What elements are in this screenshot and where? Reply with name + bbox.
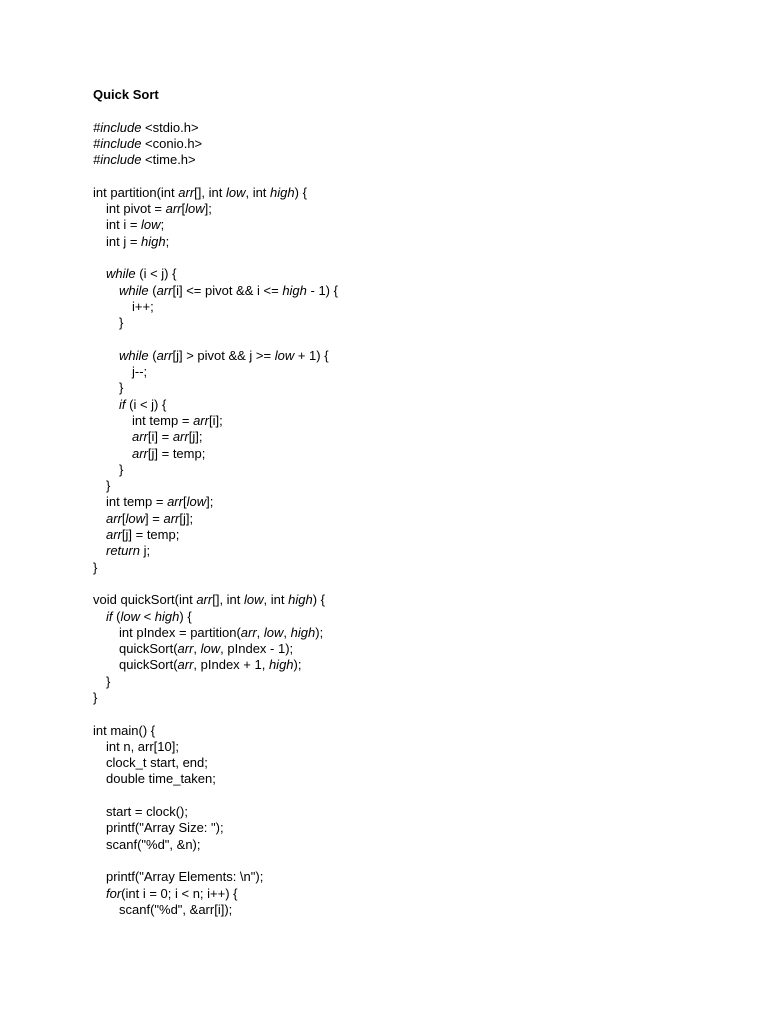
code-token: arr — [167, 494, 183, 510]
code-token: [ — [182, 494, 187, 510]
code-token: int j = — [106, 233, 142, 249]
code-block — [93, 103, 768, 918]
code-token: , — [256, 624, 264, 640]
code-line — [93, 103, 768, 119]
code-token: while — [119, 347, 149, 363]
code-token: [i] <= pivot && i <= — [172, 282, 283, 298]
code-line — [93, 886, 768, 902]
code-token: } — [106, 478, 111, 494]
code-token: ( — [148, 347, 157, 363]
code-line — [93, 609, 768, 625]
code-line — [93, 380, 768, 396]
code-token: low — [274, 347, 295, 363]
code-token: <conio.h> — [141, 135, 203, 151]
code-token: arr — [178, 184, 195, 200]
code-line — [93, 511, 768, 527]
code-token: int main() { — [93, 722, 156, 738]
code-line — [93, 136, 768, 152]
code-token: <stdio.h> — [141, 119, 199, 135]
code-token: low — [185, 201, 205, 217]
code-token: quickSort( — [119, 641, 178, 657]
code-line — [93, 723, 768, 739]
code-token: (i < j) { — [135, 266, 177, 282]
code-token: [j]; — [188, 429, 203, 445]
code-token: int pIndex = partition( — [119, 624, 241, 640]
code-token: , — [283, 624, 291, 640]
code-line — [93, 739, 768, 755]
code-token: , pIndex - 1); — [220, 641, 294, 657]
code-token: int i = — [106, 217, 142, 233]
code-token: high — [290, 624, 316, 640]
code-token: < — [139, 608, 155, 624]
code-token: } — [119, 380, 124, 396]
code-token: #include — [93, 152, 142, 168]
code-token: [ — [121, 510, 126, 526]
code-line — [93, 283, 768, 299]
code-token: i++; — [132, 298, 154, 314]
code-token: printf("Array Size: "); — [106, 820, 224, 836]
code-line — [93, 527, 768, 543]
code-line — [93, 331, 768, 347]
code-token: arr — [106, 510, 122, 526]
code-token: double time_taken; — [106, 771, 216, 787]
code-token: high — [270, 184, 295, 200]
code-line — [93, 788, 768, 804]
code-token: ) { — [312, 592, 325, 608]
code-line — [93, 152, 768, 168]
code-line — [93, 348, 768, 364]
code-line — [93, 250, 768, 266]
code-token: arr — [163, 510, 180, 526]
code-token: low — [225, 184, 246, 200]
code-line — [93, 315, 768, 331]
code-token: scanf("%d", &arr[i]); — [119, 901, 233, 917]
code-token: while — [106, 266, 136, 282]
code-token: printf("Array Elements: \n"); — [106, 869, 264, 885]
code-token: [j] = temp; — [121, 527, 180, 543]
code-token: arr — [156, 347, 173, 363]
code-token: arr — [156, 282, 173, 298]
code-token: arr — [132, 445, 148, 461]
code-line — [93, 657, 768, 673]
code-line — [93, 560, 768, 576]
code-line — [93, 462, 768, 478]
code-line — [93, 217, 768, 233]
code-token: high — [288, 592, 313, 608]
code-token: quickSort( — [119, 657, 178, 673]
code-token: , — [193, 641, 201, 657]
code-line — [93, 234, 768, 250]
code-token: [i] = — [147, 429, 173, 445]
code-token: ) { — [179, 608, 192, 624]
code-line — [93, 299, 768, 315]
code-token: void quickSort(int — [93, 592, 197, 608]
code-token: ); — [293, 657, 302, 673]
code-token: arr — [132, 429, 148, 445]
code-line — [93, 494, 768, 510]
document-title: Quick Sort — [93, 87, 159, 102]
code-token: ( — [112, 608, 121, 624]
code-token: (int i = 0; i < n; i++) { — [121, 885, 238, 901]
code-token: int pivot = — [106, 201, 166, 217]
code-line — [93, 853, 768, 869]
code-line — [93, 674, 768, 690]
code-token: low — [125, 510, 146, 526]
code-token: if — [106, 608, 113, 624]
code-line — [93, 364, 768, 380]
code-token: , pIndex + 1, — [193, 657, 269, 673]
code-token: arr — [193, 412, 209, 428]
code-token: + 1) { — [294, 347, 329, 363]
code-line — [93, 902, 768, 918]
code-token: arr — [172, 429, 189, 445]
code-token: low — [244, 592, 264, 608]
code-line — [93, 592, 768, 608]
code-line — [93, 837, 768, 853]
code-token: } — [106, 673, 111, 689]
code-token: ; — [165, 233, 170, 249]
code-line — [93, 869, 768, 885]
code-token: low — [120, 608, 140, 624]
code-token: low — [200, 641, 221, 657]
code-token: arr — [177, 641, 194, 657]
code-token: for — [106, 885, 122, 901]
code-line — [93, 446, 768, 462]
code-token: low — [263, 624, 284, 640]
code-token: } — [93, 689, 98, 705]
code-line — [93, 478, 768, 494]
code-token: [j] = temp; — [147, 445, 206, 461]
code-token: <time.h> — [141, 152, 196, 168]
code-token: arr — [165, 201, 182, 217]
code-token: #include — [93, 135, 142, 151]
code-line — [93, 185, 768, 201]
code-line — [93, 804, 768, 820]
code-token: ]; — [206, 494, 214, 510]
code-token: arr — [196, 592, 213, 608]
code-token: [j] > pivot && j >= — [172, 347, 275, 363]
code-token: } — [119, 461, 124, 477]
code-line — [93, 641, 768, 657]
code-line — [93, 266, 768, 282]
code-token: ); — [315, 624, 324, 640]
code-token: - 1) { — [306, 282, 338, 298]
code-token: return — [106, 543, 140, 559]
code-token: [i]; — [208, 412, 223, 428]
code-line — [93, 168, 768, 184]
code-token: #include — [93, 119, 142, 135]
code-token: } — [119, 315, 124, 331]
code-line — [93, 429, 768, 445]
code-token: high — [268, 657, 294, 673]
code-token: int partition(int — [93, 184, 179, 200]
code-token: low — [186, 494, 207, 510]
code-line — [93, 820, 768, 836]
code-token: high — [141, 233, 166, 249]
code-token: int temp = — [132, 412, 194, 428]
code-token: low — [141, 217, 161, 233]
code-token: (i < j) { — [125, 396, 167, 412]
code-token: arr — [106, 527, 122, 543]
code-token: j--; — [132, 364, 148, 380]
code-token: clock_t start, end; — [106, 755, 208, 771]
code-token: [], int — [212, 592, 245, 608]
code-token: int temp = — [106, 494, 168, 510]
code-line — [93, 576, 768, 592]
code-token: high — [282, 282, 307, 298]
code-token: ( — [148, 282, 157, 298]
code-token: ; — [160, 217, 165, 233]
code-line — [93, 413, 768, 429]
code-line — [93, 201, 768, 217]
code-token: start = clock(); — [106, 804, 188, 820]
code-line — [93, 543, 768, 559]
code-line — [93, 755, 768, 771]
code-token: [ — [181, 201, 186, 217]
code-token: if — [119, 396, 126, 412]
code-token: j; — [139, 543, 151, 559]
code-token: [], int — [194, 184, 226, 200]
code-token: arr — [177, 657, 194, 673]
code-token: ) { — [294, 184, 307, 200]
code-line — [93, 706, 768, 722]
code-token: while — [119, 282, 149, 298]
code-token: ]; — [204, 201, 212, 217]
code-token: high — [154, 608, 180, 624]
code-line — [93, 771, 768, 787]
code-line — [93, 625, 768, 641]
code-token: , int — [245, 184, 271, 200]
code-token: int n, arr[10]; — [106, 738, 179, 754]
code-token: [j]; — [179, 510, 194, 526]
code-line — [93, 397, 768, 413]
code-token: ] = — [145, 510, 164, 526]
code-token: scanf("%d", &n); — [106, 836, 201, 852]
code-token: arr — [240, 624, 257, 640]
code-line — [93, 690, 768, 706]
code-line — [93, 120, 768, 136]
code-token: } — [93, 559, 98, 575]
code-token: , int — [263, 592, 289, 608]
